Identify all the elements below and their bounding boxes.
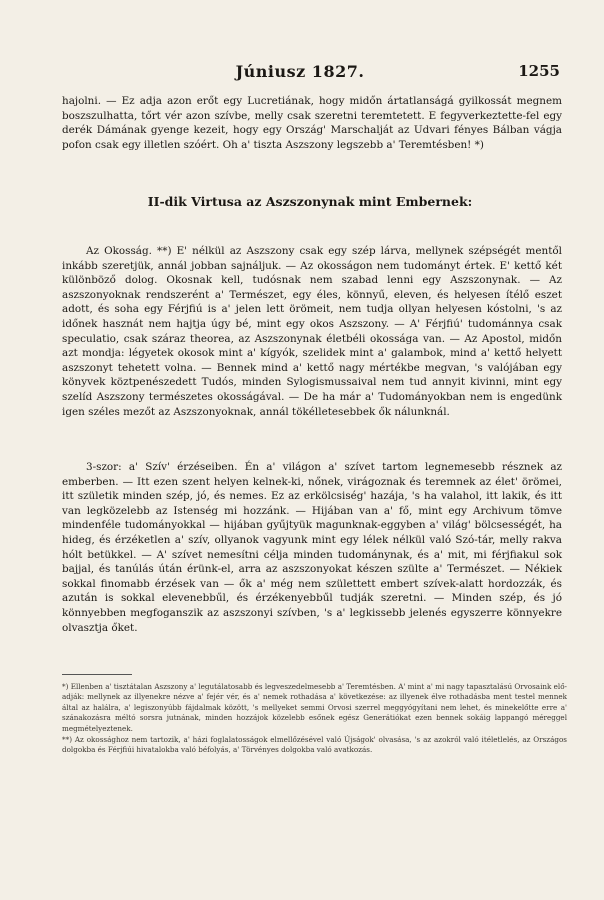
footnote-2: **) Az okossághoz nem tartozik, a' házi foglalatosságok elmellőzésével való Újságok' olvasása, 's az azokról való itéletlelés, az Országos dolgokba és Férjfiúi hivatalokba való béfolyás, a' Törvényes dolgokba való avatkozás. xyxy=(62,735,567,755)
footnote-1: *) Ellenben a' tisztátalan Aszszony a' legutálatosabb és legveszedelmesebb a' Teremtésben. A' mint a' mi nagy tapasztalású Orvosaink elő-adják: mellynek az illyenekre nézve a' fejér vér, és a' nemek rothadása a' következése: az illyenek élve rothadásba ment testel mennek által az halálra, a' legiszonyúbb fájdalmak között, 's mellyeket semmi Orvosi szerrel meggyógyítani nem lehet, és minekelőtte erre a' szánakozásra méltó sorsra jutnának, minden hozzájok közelebb esőnek egész Generátiókat ezen bennek sokáig lappangó méreggel megmételyeztenek. xyxy=(62,682,567,733)
paragraph-3-text: 3-szor: a' Szív' érzéseiben. Én a' világon a' szívet tartom legnemesebb résznek az emberben. — Itt ezen szent helyen kelnek-ki, nőnek, virágoznak és teremnek az élet' örömei, itt születik minden szép, jó, és nemes. Ez az erkölcsiség' hazája, 's ha valahol, itt lakik, és itt van legközelebb az Istenség mi hozzánk. — Hijában van a' fő, mint egy Archivum tömve mindenféle tudományokkal — hijában gyűjtyük magunknak-eggyben a' világ' bölcsességét, ha hideg, és érzéketlen a' szív, ollyanok vagyunk mint egy lélek nélkül való Szó-tár, melly rakva hólt betükkel. — A' szívet nemesítni célja minden tudománynak, és a' mit, mi férjfiakul sok bajjal, és tanúlás útán érünk-el, arra az aszszonyokat készen szülte a' Természet. — Nékiek sokkal finomabb érzések van — ők a' még nem születtett embert szívek-alatt hordozzák, és azután is sokkal elevenebbűl, és érzékenyebbűl tudják szeretni. — Minden szép, és jó könnyebben megfoganszik az aszszonyi szívben, 's a' legkissebb jelenés egyszerre könnyekre olvasztja őket. xyxy=(62,461,562,634)
paragraph-continued xyxy=(62,94,562,152)
running-head xyxy=(40,62,560,82)
paragraph-2-text: Az Okosság. **) E' nélkül az Aszszony csak egy szép lárva, mellynek szépségét mentől inkább szeretjük, annál jobban sajnáljuk. — Az okosságon nem tudományt értek. E' kettő két különböző dolog. Okosnak kell, tudósnak nem szabad lenni egy Aszszonynak. — Az aszszonyoknak rendszerént a' Természet, egy éles, könnyű, eleven, és helyesen ítélő eszet adott, és soha egy Férjfiú is a' jelen lett örömeit, nem tudja ollyan helyesen kóstolni, 's az időnek hasznát nem hajtja úgy bé, mint egy okos Aszszony. — A' Férjfiú' tudománnya csak speculatio, csak száraz theorea, az Aszszonynak életbéli okossága van. — Az Apostol, midőn azt mondja: légyetek okosok mint a' kígyók, szelidek mint a' galambok, mind a' kettő helyett aszszonyt tehetett volna. — Bennek mind a' kettő nagy mértékbe megvan, 's valójában egy könyvek köztpenészedett Tudós, minden Sylogismussaival nem tud annyit kivinni, mint egy szelíd Aszszony természetes okosságával. — De ha már a' Tudományokban nem is engedünk igen széles mezőt az Aszszonyoknak, annál tökélletesebbek ők nálunknál. xyxy=(62,245,562,418)
paragraph-sziv xyxy=(62,460,562,635)
paragraph-okossag xyxy=(62,244,562,419)
section-heading: II-dik Virtusa az Aszszonynak mint Embernek: xyxy=(147,194,473,209)
footnotes xyxy=(62,682,567,757)
footnote-divider xyxy=(62,674,132,675)
paragraph-1-text: hajolni. — Ez adja azon erőt egy Lucretiának, hogy midőn ártatlanságá gyilkossát megnem boszszulhatta, tőrt vér azon szívbe, melly csak szeretni teremtetett. E fegyverkeztette-fel egy derék Dámának gyenge kezeit, hogy egy Ország' Marschalját az Udvari fényes Bálban vágja pofon csak egy illetlen szóért. Oh a' tiszta Aszszony legszebb a' Teremtésben! *) xyxy=(62,95,562,151)
page-number: 1255 xyxy=(518,62,560,80)
running-title: Júniusz 1827. xyxy=(235,62,365,81)
